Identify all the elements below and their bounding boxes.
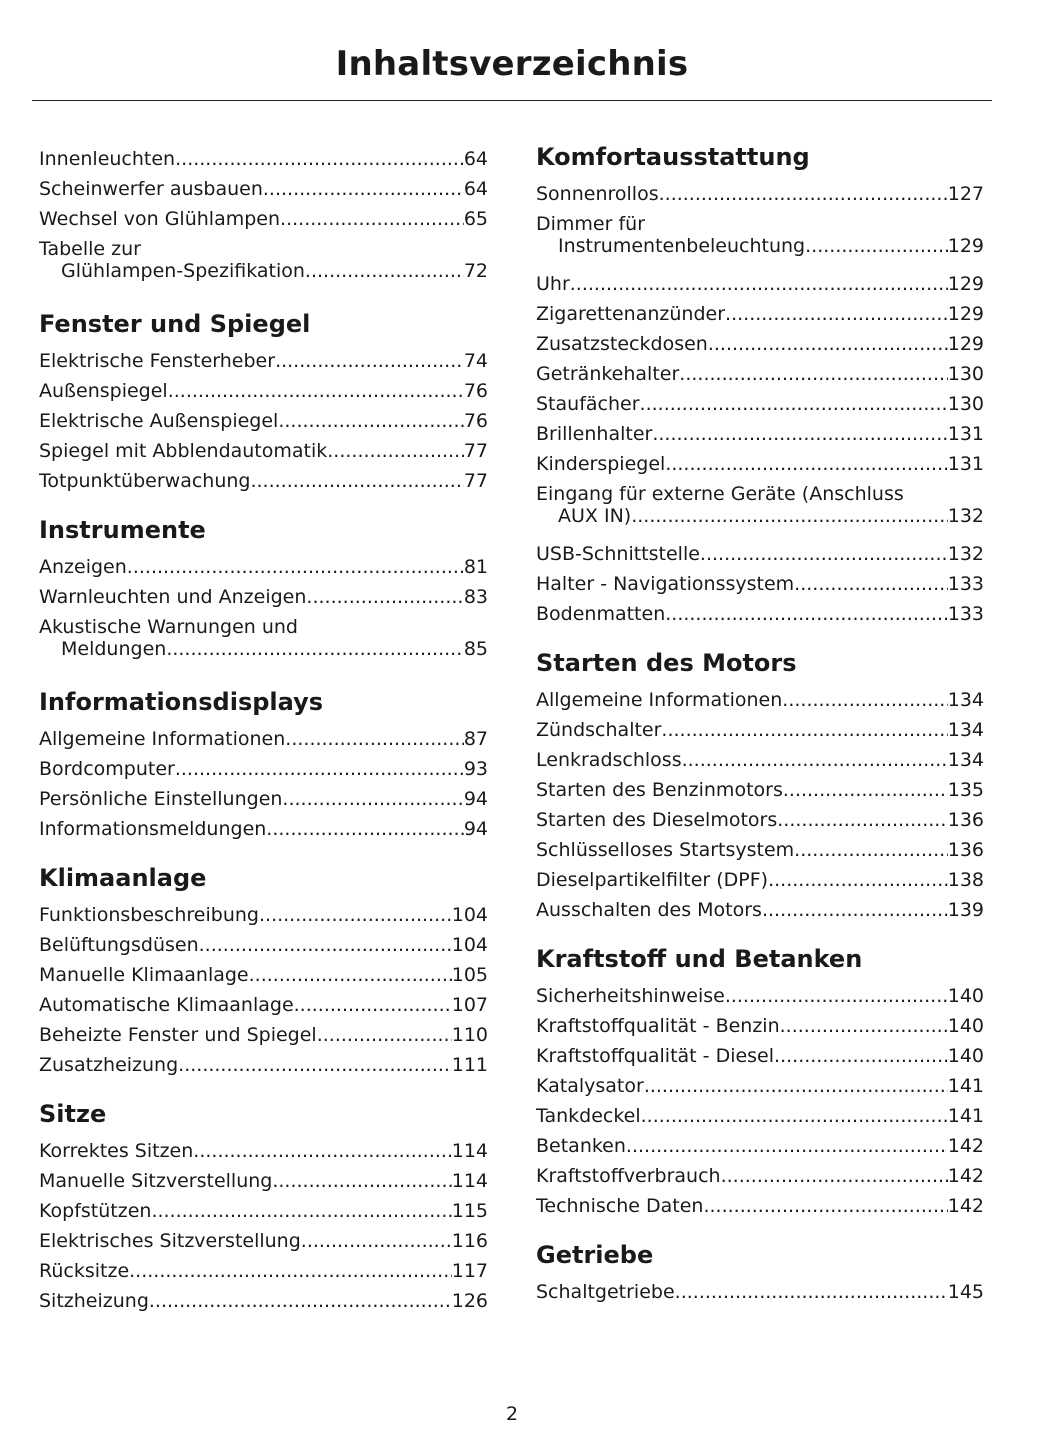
toc-section-starten-des-motors bbox=[536, 650, 984, 925]
toc-entry[interactable] bbox=[39, 1196, 488, 1226]
toc-entry[interactable] bbox=[39, 436, 488, 466]
section-heading: Instrumente bbox=[39, 516, 206, 544]
toc-entry[interactable] bbox=[536, 359, 984, 389]
toc-entry-page: 129 bbox=[947, 235, 984, 257]
toc-entry-page: 85 bbox=[463, 638, 488, 660]
section-heading: Kraftstoff und Betanken bbox=[536, 945, 863, 973]
toc-entry-page: 141 bbox=[947, 1105, 984, 1127]
toc-entry[interactable] bbox=[39, 552, 488, 582]
toc-entry-title: Brillenhalter bbox=[536, 423, 653, 445]
toc-entry-page: 142 bbox=[947, 1195, 984, 1217]
toc-entry-title: Elektrische Fensterheber bbox=[39, 350, 276, 372]
section-heading: Klimaanlage bbox=[39, 864, 207, 892]
toc-entry[interactable] bbox=[39, 814, 488, 844]
toc-entry-title: Kinderspiegel bbox=[536, 453, 666, 475]
page-title: Inhaltsverzeichnis bbox=[335, 44, 689, 84]
toc-entry-title: Tabelle zur bbox=[39, 238, 141, 260]
toc-entry[interactable] bbox=[536, 1161, 984, 1191]
toc-entry-title: Sonnenrollos bbox=[536, 183, 659, 205]
toc-entry-title: Persönliche Einstellungen bbox=[39, 788, 283, 810]
dot-leader bbox=[178, 1050, 452, 1080]
dot-leader bbox=[652, 419, 947, 449]
toc-entry-title: Rücksitze bbox=[39, 1260, 130, 1282]
toc-entry-title: Kraftstoffverbrauch bbox=[536, 1165, 721, 1187]
dot-leader bbox=[259, 900, 452, 930]
dot-leader bbox=[644, 1071, 948, 1101]
dot-leader bbox=[783, 775, 948, 805]
toc-entry[interactable] bbox=[39, 1226, 488, 1256]
toc-entry-page: 116 bbox=[451, 1230, 488, 1252]
section-heading: Komfortausstattung bbox=[536, 143, 810, 171]
toc-entry[interactable] bbox=[39, 960, 488, 990]
toc-entry-title: Zigarettenanzünder bbox=[536, 303, 726, 325]
toc-entry[interactable] bbox=[536, 981, 984, 1011]
toc-entry[interactable] bbox=[536, 539, 984, 569]
toc-entry-page: 142 bbox=[947, 1135, 984, 1157]
dot-leader bbox=[199, 930, 452, 960]
toc-column-right bbox=[536, 144, 984, 1328]
toc-section-fenster-und-spiegel bbox=[39, 311, 488, 496]
toc-entry-title: Schaltgetriebe bbox=[536, 1281, 675, 1303]
toc-entry[interactable] bbox=[536, 715, 984, 745]
toc-entry-page: 138 bbox=[947, 869, 984, 891]
toc-entry-title-cont: Instrumentenbeleuchtung bbox=[558, 235, 806, 257]
toc-entry[interactable] bbox=[39, 900, 488, 930]
toc-entry-title: Informationsmeldungen bbox=[39, 818, 267, 840]
toc-entry[interactable] bbox=[39, 1020, 488, 1050]
toc-entry-page: 81 bbox=[463, 556, 488, 578]
toc-entry[interactable] bbox=[536, 179, 984, 209]
dot-leader bbox=[175, 754, 464, 784]
toc-entry-title-cont: Meldungen bbox=[61, 638, 167, 660]
toc-entry-page: 142 bbox=[947, 1165, 984, 1187]
toc-entry-title: Wechsel von Glühlampen bbox=[39, 208, 281, 230]
toc-entry-page: 140 bbox=[947, 1045, 984, 1067]
toc-entry-title: Schlüsselloses Startsystem bbox=[536, 839, 795, 861]
dot-leader bbox=[301, 1226, 452, 1256]
toc-section-sitze bbox=[39, 1101, 488, 1316]
toc-entry[interactable] bbox=[39, 466, 488, 496]
toc-entry-title: Staufächer bbox=[536, 393, 640, 415]
toc-entry-title: Ausschalten des Motors bbox=[536, 899, 762, 921]
dot-leader bbox=[168, 376, 464, 406]
toc-entry[interactable] bbox=[39, 616, 488, 668]
toc-entry-page: 134 bbox=[947, 689, 984, 711]
toc-section-kraftstoff-und-betanken bbox=[536, 946, 984, 1221]
toc-section-klimaanlage bbox=[39, 865, 488, 1080]
toc-entry-page: 134 bbox=[947, 749, 984, 771]
toc-entry-title: Akustische Warnungen und bbox=[39, 616, 298, 638]
dot-leader bbox=[641, 1101, 948, 1131]
toc-entry-title: Korrektes Sitzen bbox=[39, 1140, 194, 1162]
toc-section-intro bbox=[39, 144, 488, 290]
toc-entry[interactable] bbox=[536, 569, 984, 599]
toc-entry-title: Sicherheitshinweise bbox=[536, 985, 725, 1007]
dot-leader bbox=[794, 569, 948, 599]
toc-entry-page: 129 bbox=[947, 273, 984, 295]
dot-leader bbox=[250, 466, 463, 496]
dot-leader bbox=[626, 1131, 948, 1161]
toc-entry-title: Katalysator bbox=[536, 1075, 644, 1097]
toc-entry-title: Starten des Benzinmotors bbox=[536, 779, 783, 801]
toc-entry-title: Uhr bbox=[536, 273, 570, 295]
dot-leader bbox=[282, 784, 463, 814]
dot-leader bbox=[665, 599, 948, 629]
toc-entry-title: Zündschalter bbox=[536, 719, 662, 741]
dot-leader bbox=[703, 1191, 947, 1221]
toc-entry-page: 77 bbox=[463, 470, 488, 492]
toc-entry[interactable] bbox=[39, 990, 488, 1020]
toc-entry-title-cont: AUX IN) bbox=[558, 505, 632, 527]
toc-entry-page: 93 bbox=[463, 758, 488, 780]
toc-entry[interactable] bbox=[536, 1191, 984, 1221]
toc-entry-page: 105 bbox=[451, 964, 488, 986]
toc-entry-page: 130 bbox=[947, 393, 984, 415]
toc-entry[interactable] bbox=[536, 835, 984, 865]
dot-leader bbox=[768, 865, 948, 895]
toc-entry-title: Scheinwerfer ausbauen bbox=[39, 178, 263, 200]
toc-entry-page: 76 bbox=[463, 410, 488, 432]
dot-leader bbox=[782, 685, 947, 715]
toc-entry[interactable] bbox=[39, 784, 488, 814]
dot-leader bbox=[129, 1256, 452, 1286]
toc-entry-page: 77 bbox=[463, 440, 488, 462]
toc-entry-page: 136 bbox=[947, 809, 984, 831]
dot-leader bbox=[725, 299, 948, 329]
toc-entry-page: 133 bbox=[947, 603, 984, 625]
toc-entry[interactable] bbox=[536, 449, 984, 479]
toc-entry[interactable] bbox=[536, 213, 984, 265]
toc-section-instrumente bbox=[39, 517, 488, 668]
toc-entry-title: Allgemeine Informationen bbox=[536, 689, 783, 711]
toc-entry-continuation-line bbox=[536, 235, 984, 257]
toc-entry-title: Innenleuchten bbox=[39, 148, 176, 170]
toc-entry[interactable] bbox=[536, 1071, 984, 1101]
dot-leader bbox=[725, 981, 948, 1011]
toc-entry-title: Elektrische Außenspiegel bbox=[39, 410, 279, 432]
toc-entry-title: Starten des Dieselmotors bbox=[536, 809, 778, 831]
toc-entry-title: Zusatzsteckdosen bbox=[536, 333, 708, 355]
toc-entry-continuation-line bbox=[39, 260, 488, 282]
toc-entry-page: 140 bbox=[947, 1015, 984, 1037]
toc-entry-page: 114 bbox=[451, 1170, 488, 1192]
dot-leader bbox=[266, 814, 464, 844]
toc-entry-page: 129 bbox=[947, 333, 984, 355]
dot-leader bbox=[263, 174, 464, 204]
toc-entry[interactable] bbox=[39, 406, 488, 436]
toc-entry-title: Technische Daten bbox=[536, 1195, 704, 1217]
dot-leader bbox=[305, 260, 464, 282]
toc-entry-title: Kraftstoffqualität - Diesel bbox=[536, 1045, 775, 1067]
toc-entry[interactable] bbox=[536, 1041, 984, 1071]
toc-entry[interactable] bbox=[39, 1256, 488, 1286]
toc-entry-title: Manuelle Sitzverstellung bbox=[39, 1170, 273, 1192]
toc-entry-title: Betanken bbox=[536, 1135, 626, 1157]
dot-leader bbox=[762, 895, 948, 925]
toc-entry-page: 76 bbox=[463, 380, 488, 402]
dot-leader bbox=[679, 359, 947, 389]
toc-entry-title: Dieselpartikelfilter (DPF) bbox=[536, 869, 769, 891]
toc-entry-page: 87 bbox=[463, 728, 488, 750]
toc-entry-title: Belüftungsdüsen bbox=[39, 934, 199, 956]
toc-entry-title: Bordcomputer bbox=[39, 758, 175, 780]
toc-entry-title: Elektrisches Sitzverstellung bbox=[39, 1230, 301, 1252]
toc-entry-title: Anzeigen bbox=[39, 556, 127, 578]
toc-entry-page: 111 bbox=[451, 1054, 488, 1076]
toc-entry-page: 65 bbox=[463, 208, 488, 230]
toc-entry-title: Tankdeckel bbox=[536, 1105, 641, 1127]
toc-entry-page: 131 bbox=[947, 453, 984, 475]
dot-leader bbox=[280, 204, 464, 234]
toc-entry-title: Totpunktüberwachung bbox=[39, 470, 251, 492]
dot-leader bbox=[175, 144, 464, 174]
toc-entry-title: USB-Schnittstelle bbox=[536, 543, 700, 565]
toc-entry-title: Beheizte Fenster und Spiegel bbox=[39, 1024, 317, 1046]
toc-entry[interactable] bbox=[39, 930, 488, 960]
dot-leader bbox=[294, 990, 452, 1020]
toc-entry[interactable] bbox=[39, 238, 488, 290]
toc-entry[interactable] bbox=[39, 346, 488, 376]
toc-entry-title: Automatische Klimaanlage bbox=[39, 994, 294, 1016]
toc-entry[interactable] bbox=[536, 865, 984, 895]
toc-entry-page: 127 bbox=[947, 183, 984, 205]
dot-leader bbox=[700, 539, 948, 569]
toc-entry-page: 140 bbox=[947, 985, 984, 1007]
toc-entry-page: 74 bbox=[463, 350, 488, 372]
toc-entry-title: Allgemeine Informationen bbox=[39, 728, 286, 750]
dot-leader bbox=[721, 1161, 948, 1191]
toc-entry[interactable] bbox=[536, 745, 984, 775]
dot-leader bbox=[272, 1166, 451, 1196]
toc-entry[interactable] bbox=[536, 805, 984, 835]
toc-section-komfortausstattung bbox=[536, 144, 984, 629]
toc-entry[interactable] bbox=[536, 483, 984, 535]
toc-entry-title: Außenspiegel bbox=[39, 380, 168, 402]
dot-leader bbox=[682, 745, 948, 775]
toc-entry-continuation-line bbox=[39, 638, 488, 660]
toc-entry-page: 129 bbox=[947, 303, 984, 325]
dot-leader bbox=[631, 505, 948, 527]
toc-entry-title: Bodenmatten bbox=[536, 603, 666, 625]
section-heading: Fenster und Spiegel bbox=[39, 310, 311, 338]
toc-entry-page: 135 bbox=[947, 779, 984, 801]
toc-entry-page: 64 bbox=[463, 178, 488, 200]
dot-leader bbox=[151, 1196, 451, 1226]
toc-entry-page: 104 bbox=[451, 904, 488, 926]
dot-leader bbox=[166, 638, 464, 660]
toc-entry-continuation-line bbox=[536, 505, 984, 527]
toc-entry-title: Warnleuchten und Anzeigen bbox=[39, 586, 307, 608]
toc-entry[interactable] bbox=[39, 376, 488, 406]
dot-leader bbox=[675, 1277, 948, 1307]
toc-entry[interactable] bbox=[536, 775, 984, 805]
dot-leader bbox=[777, 805, 947, 835]
toc-entry[interactable] bbox=[536, 419, 984, 449]
toc-entry-page: 72 bbox=[463, 260, 488, 282]
dot-leader bbox=[774, 1041, 948, 1071]
page-number: 2 bbox=[505, 1403, 519, 1425]
toc-entry-page: 133 bbox=[947, 573, 984, 595]
toc-entry-title: Kraftstoffqualität - Benzin bbox=[536, 1015, 780, 1037]
toc-entry-title: Getränkehalter bbox=[536, 363, 680, 385]
dot-leader bbox=[249, 960, 452, 990]
dot-leader bbox=[317, 1020, 452, 1050]
toc-entry-title: Sitzheizung bbox=[39, 1290, 149, 1312]
dot-leader bbox=[640, 389, 948, 419]
toc-entry-page: 94 bbox=[463, 818, 488, 840]
toc-entry[interactable] bbox=[39, 724, 488, 754]
toc-entry[interactable] bbox=[39, 754, 488, 784]
toc-entry-page: 141 bbox=[947, 1075, 984, 1097]
toc-entry-page: 110 bbox=[451, 1024, 488, 1046]
toc-entry-page: 107 bbox=[451, 994, 488, 1016]
dot-leader bbox=[661, 715, 947, 745]
toc-entry[interactable] bbox=[536, 1131, 984, 1161]
toc-entry-page: 134 bbox=[947, 719, 984, 741]
dot-leader bbox=[306, 582, 463, 612]
toc-entry-page: 136 bbox=[947, 839, 984, 861]
dot-leader bbox=[127, 552, 464, 582]
toc-entry-title: Manuelle Klimaanlage bbox=[39, 964, 249, 986]
section-heading: Starten des Motors bbox=[536, 649, 797, 677]
toc-entry[interactable] bbox=[536, 599, 984, 629]
toc-entry[interactable] bbox=[39, 1166, 488, 1196]
toc-entry-title: Zusatzheizung bbox=[39, 1054, 179, 1076]
toc-entry-title: Spiegel mit Abblendautomatik bbox=[39, 440, 328, 462]
dot-leader bbox=[193, 1136, 451, 1166]
toc-entry[interactable] bbox=[39, 204, 488, 234]
toc-entry[interactable] bbox=[39, 144, 488, 174]
toc-entry[interactable] bbox=[536, 1101, 984, 1131]
toc-entry-page: 104 bbox=[451, 934, 488, 956]
dot-leader bbox=[805, 235, 948, 257]
toc-entry-page: 130 bbox=[947, 363, 984, 385]
toc-entry-title: Halter - Navigationssystem bbox=[536, 573, 795, 595]
toc-entry-page: 114 bbox=[451, 1140, 488, 1162]
dot-leader bbox=[278, 406, 463, 436]
dot-leader bbox=[794, 835, 948, 865]
toc-entry[interactable] bbox=[536, 895, 984, 925]
toc-entry-page: 126 bbox=[451, 1290, 488, 1312]
toc-entry[interactable] bbox=[39, 1286, 488, 1316]
toc-entry-title: Kopfstützen bbox=[39, 1200, 152, 1222]
section-heading: Getriebe bbox=[536, 1241, 654, 1269]
toc-entry[interactable] bbox=[536, 299, 984, 329]
dot-leader bbox=[327, 436, 464, 466]
dot-leader bbox=[149, 1286, 452, 1316]
toc-entry-title: Eingang für externe Geräte (Anschluss bbox=[536, 483, 904, 505]
toc-entry[interactable] bbox=[39, 1050, 488, 1080]
toc-entry[interactable] bbox=[536, 1277, 984, 1307]
toc-entry-page: 117 bbox=[451, 1260, 488, 1282]
toc-entry[interactable] bbox=[536, 685, 984, 715]
toc-entry-page: 83 bbox=[463, 586, 488, 608]
title-divider bbox=[32, 100, 992, 101]
toc-entry[interactable] bbox=[536, 1011, 984, 1041]
section-heading: Sitze bbox=[39, 1100, 107, 1128]
toc-entry-page: 132 bbox=[947, 505, 984, 527]
dot-leader bbox=[285, 724, 464, 754]
dot-leader bbox=[570, 269, 948, 299]
toc-entry[interactable] bbox=[39, 582, 488, 612]
dot-leader bbox=[659, 179, 948, 209]
dot-leader bbox=[708, 329, 948, 359]
toc-entry-title-cont: Glühlampen-Spezifikation bbox=[61, 260, 305, 282]
toc-entry[interactable] bbox=[536, 389, 984, 419]
toc-entry-page: 94 bbox=[463, 788, 488, 810]
dot-leader bbox=[780, 1011, 948, 1041]
toc-entry-title: Funktionsbeschreibung bbox=[39, 904, 259, 926]
toc-column-left bbox=[39, 144, 488, 1337]
toc-entry-page: 64 bbox=[463, 148, 488, 170]
toc-entry-title: Dimmer für bbox=[536, 213, 646, 235]
dot-leader bbox=[275, 346, 464, 376]
toc-entry-page: 145 bbox=[947, 1281, 984, 1303]
toc-entry-title: Lenkradschloss bbox=[536, 749, 682, 771]
toc-entry-page: 131 bbox=[947, 423, 984, 445]
toc-entry[interactable] bbox=[536, 329, 984, 359]
dot-leader bbox=[665, 449, 947, 479]
toc-entry-page: 132 bbox=[947, 543, 984, 565]
toc-entry[interactable] bbox=[536, 269, 984, 299]
toc-entry-page: 115 bbox=[451, 1200, 488, 1222]
toc-section-getriebe bbox=[536, 1242, 984, 1307]
toc-section-informationsdisplays bbox=[39, 689, 488, 844]
toc-entry[interactable] bbox=[39, 1136, 488, 1166]
section-heading: Informationsdisplays bbox=[39, 688, 324, 716]
toc-entry-page: 139 bbox=[947, 899, 984, 921]
toc-entry[interactable] bbox=[39, 174, 488, 204]
